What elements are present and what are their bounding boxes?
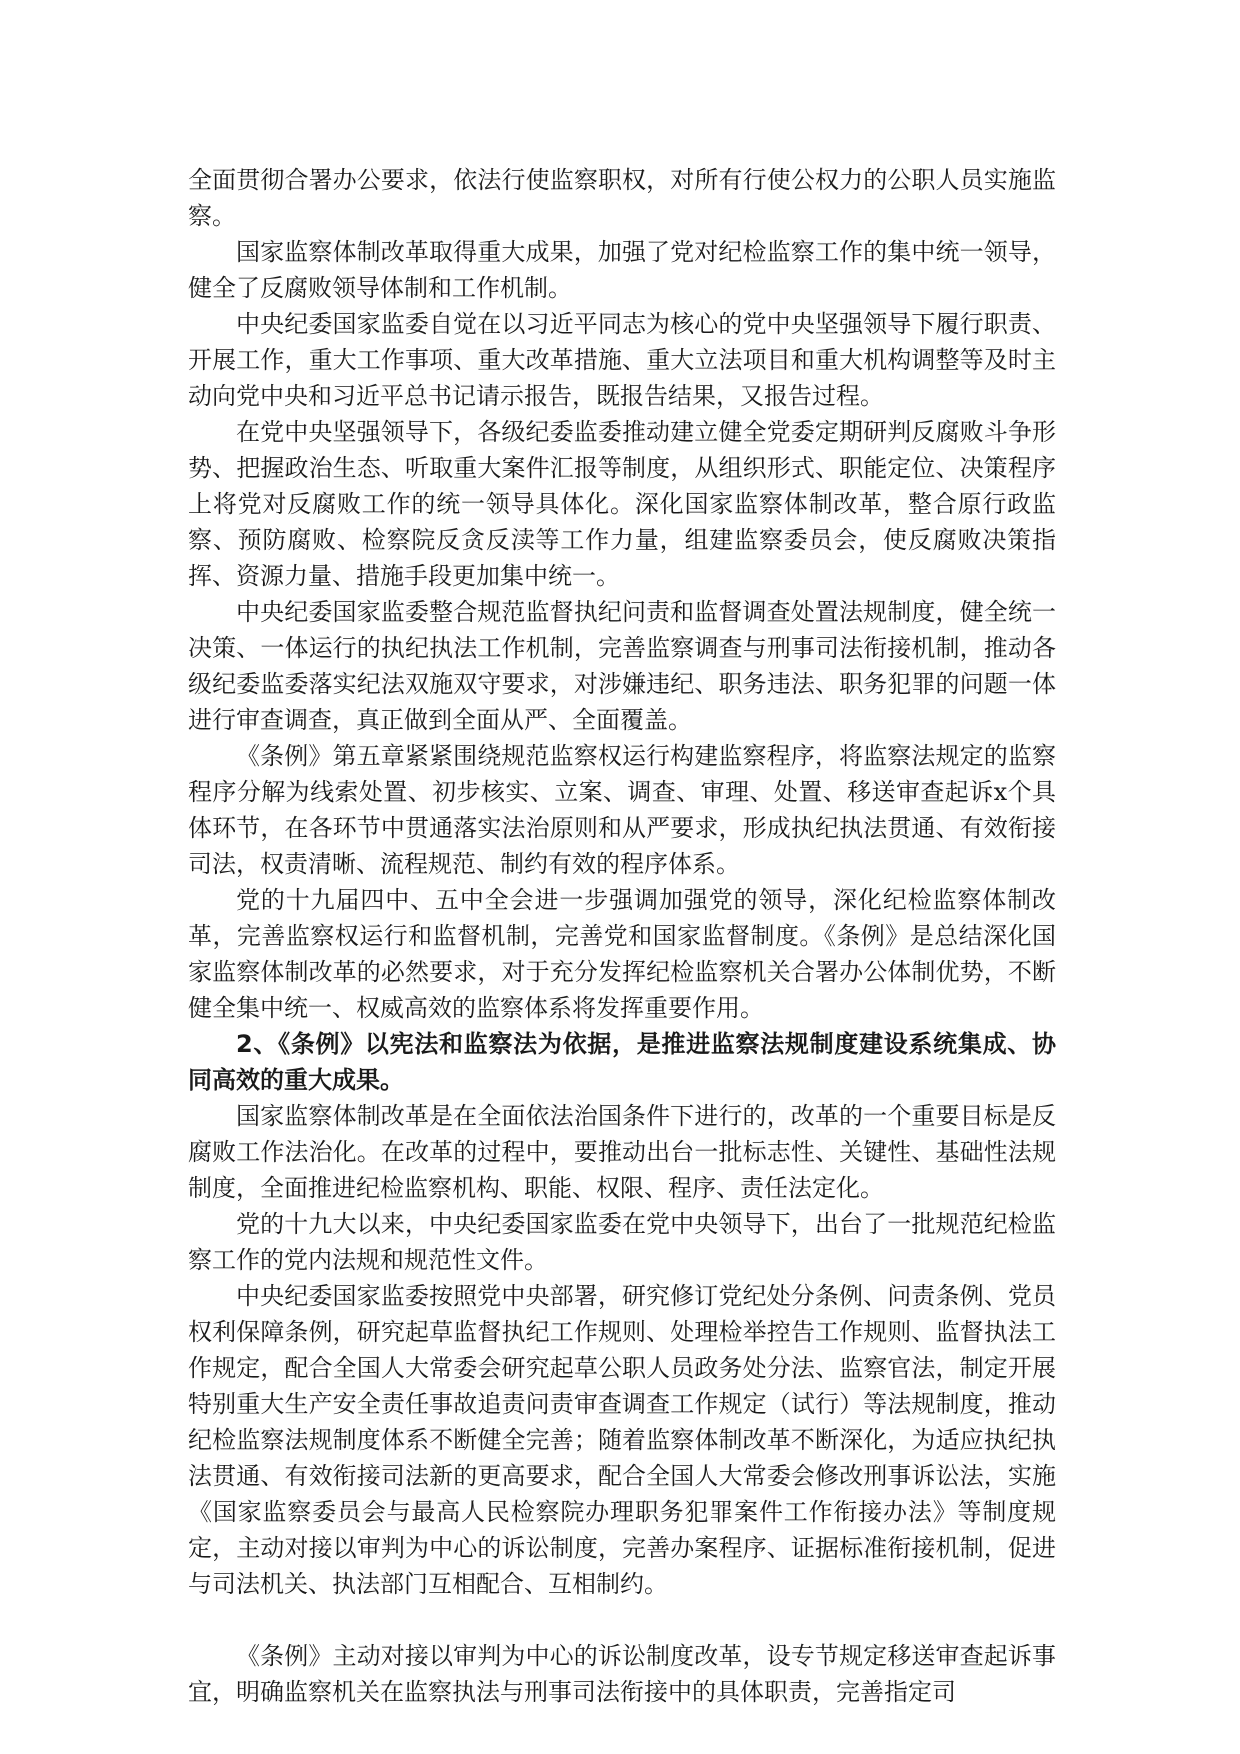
- paragraph-10: 中央纪委国家监委按照党中央部署，研究修订党纪处分条例、问责条例、党员权利保障条例，研究起草监督执纪工作规则、处理检举控告工作规则、监督执法工作规定，配合全国人大常委会研究起草公职人员政务处分法、监察官法，制定开展特别重大生产安全责任事故追责问责审查调查工作规定（试行）等法规制度，推动纪检监察法规制度体系不断健全完善；随着监察体制改革不断深化，为适应执纪执法贯通、有效衔接司法新的更高要求，配合全国人大常委会修改刑事诉讼法，实施《国家监察委员会与最高人民检察院办理职务犯罪案件工作衔接办法》等制度规定，主动对接以审判为中心的诉讼制度，完善办案程序、证据标准衔接机制，促进与司法机关、执法部门互相配合、互相制约。: [188, 1282, 1056, 1598]
- paragraph-8: 国家监察体制改革是在全面依法治国条件下进行的，改革的一个重要目标是反腐败工作法治化。在改革的过程中，要推动出台一批标志性、关键性、基础性法规制度，全面推进纪检监察机构、职能、权限、程序、责任法定化。: [188, 1102, 1056, 1202]
- section-heading: 2、《条例》以宪法和监察法为依据，是推进监察法规制度建设系统集成、协同高效的重大成果。: [188, 1030, 1056, 1094]
- paragraph-1: 全面贯彻合署办公要求，依法行使监察职权，对所有行使公权力的公职人员实施监察。: [188, 166, 1056, 230]
- paragraph-3: 中央纪委国家监委自觉在以习近平同志为核心的党中央坚强领导下履行职责、开展工作，重大工作事项、重大改革措施、重大立法项目和重大机构调整等及时主动向党中央和习近平总书记请示报告，既报告结果，又报告过程。: [188, 310, 1056, 410]
- document-page: [188, 162, 1056, 1710]
- paragraph-11: 《条例》主动对接以审判为中心的诉讼制度改革，设专节规定移送审查起诉事宜，明确监察机关在监察执法与刑事司法衔接中的具体职责，完善指定司: [188, 1642, 1056, 1706]
- paragraph-9: 党的十九大以来，中央纪委国家监委在党中央领导下，出台了一批规范纪检监察工作的党内法规和规范性文件。: [188, 1210, 1056, 1274]
- paragraph-7: 党的十九届四中、五中全会进一步强调加强党的领导，深化纪检监察体制改革，完善监察权运行和监督机制，完善党和国家监督制度。《条例》是总结深化国家监察体制改革的必然要求，对于充分发挥纪检监察机关合署办公体制优势，不断健全集中统一、权威高效的监察体系将发挥重要作用。: [188, 886, 1056, 1022]
- paragraph-6: 《条例》第五章紧紧围绕规范监察权运行构建监察程序，将监察法规定的监察程序分解为线索处置、初步核实、立案、调查、审理、处置、移送审查起诉x个具体环节，在各环节中贯通落实法治原则和从严要求，形成执纪执法贯通、有效衔接司法，权责清晰、流程规范、制约有效的程序体系。: [188, 742, 1056, 878]
- paragraph-5: 中央纪委国家监委整合规范监督执纪问责和监督调查处置法规制度，健全统一决策、一体运行的执纪执法工作机制，完善监察调查与刑事司法衔接机制，推动各级纪委监委落实纪法双施双守要求，对涉嫌违纪、职务违法、职务犯罪的问题一体进行审查调查，真正做到全面从严、全面覆盖。: [188, 598, 1056, 734]
- paragraph-4: 在党中央坚强领导下，各级纪委监委推动建立健全党委定期研判反腐败斗争形势、把握政治生态、听取重大案件汇报等制度，从组织形式、职能定位、决策程序上将党对反腐败工作的统一领导具体化。深化国家监察体制改革，整合原行政监察、预防腐败、检察院反贪反渎等工作力量，组建监察委员会，使反腐败决策指挥、资源力量、措施手段更加集中统一。: [188, 418, 1056, 590]
- paragraph-2: 国家监察体制改革取得重大成果，加强了党对纪检监察工作的集中统一领导，健全了反腐败领导体制和工作机制。: [188, 238, 1056, 302]
